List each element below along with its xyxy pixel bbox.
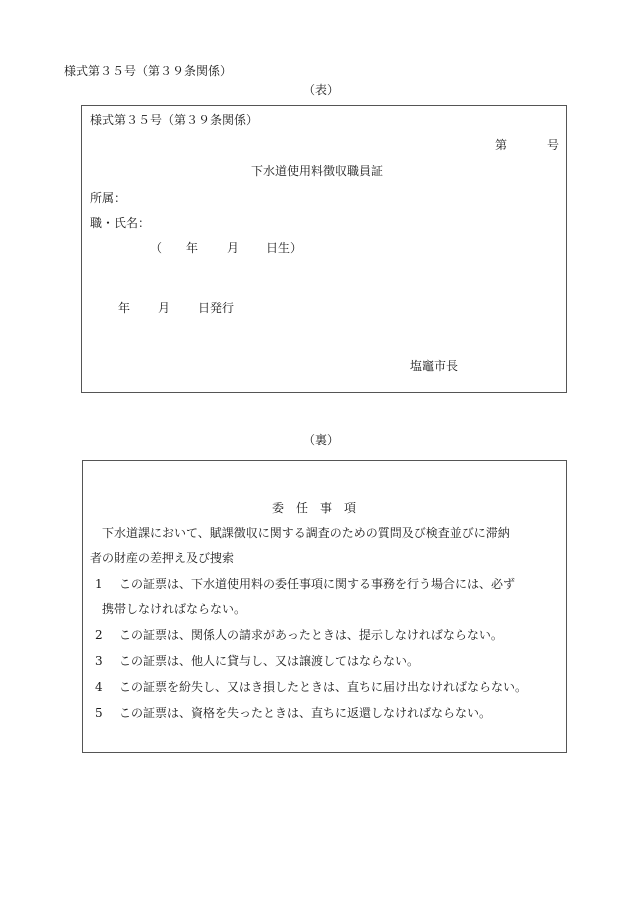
card-title: 下水道使用料徴収職員証 xyxy=(251,164,384,178)
delegation-title: 委 任 事 項 xyxy=(272,501,357,515)
item-number: 3 xyxy=(95,654,103,668)
back-card xyxy=(82,460,567,753)
back-heading: （裏） xyxy=(303,433,340,447)
birth-open-paren: （ xyxy=(150,241,163,255)
item-number: 1 xyxy=(95,577,103,591)
item-number: 4 xyxy=(95,680,103,694)
item-text: この証票は、関係人の請求があったときは、提示しなければならない。 xyxy=(119,628,503,642)
front-form-label: 様式第３５号（第３９条関係） xyxy=(90,113,259,127)
number-go: 号 xyxy=(547,138,560,152)
item-text: この証票は、他人に貸与し、又は譲渡してはならない。 xyxy=(119,654,420,668)
item-text: この証票を紛失し、又はき損したときは、直ちに届け出なければならない。 xyxy=(119,680,528,694)
front-card xyxy=(81,105,567,393)
form-label: 様式第３５号（第３９条関係） xyxy=(64,64,233,78)
intro-line-2: 者の財産の差押え及び捜索 xyxy=(90,551,235,565)
item-number: 5 xyxy=(95,706,103,720)
position-name-label: 職・氏名： xyxy=(90,216,151,230)
front-heading: （表） xyxy=(303,83,340,97)
item-number: 2 xyxy=(95,628,103,642)
number-dai: 第 xyxy=(495,138,508,152)
issue-month-label: 月 xyxy=(158,301,171,315)
birth-month-label: 月 xyxy=(227,241,240,255)
item-text-continued: 携帯しなければならない。 xyxy=(102,602,247,616)
item-text: この証票は、下水道使用料の委任事項に関する事務を行う場合には、必ず xyxy=(119,577,516,591)
birth-year-label: 年 xyxy=(186,241,199,255)
item-text: この証票は、資格を失ったときは、直ちに返還しなければならない。 xyxy=(119,706,492,720)
issue-day-label: 日発行 xyxy=(198,301,235,315)
issue-year-label: 年 xyxy=(118,301,131,315)
issuer: 塩竈市長 xyxy=(410,359,459,373)
intro-line-1: 下水道課において、賦課徴収に関する調査のための質問及び検査並びに滞納 xyxy=(102,526,510,540)
affiliation-label: 所属： xyxy=(90,191,127,205)
birth-day-label: 日生） xyxy=(266,241,303,255)
